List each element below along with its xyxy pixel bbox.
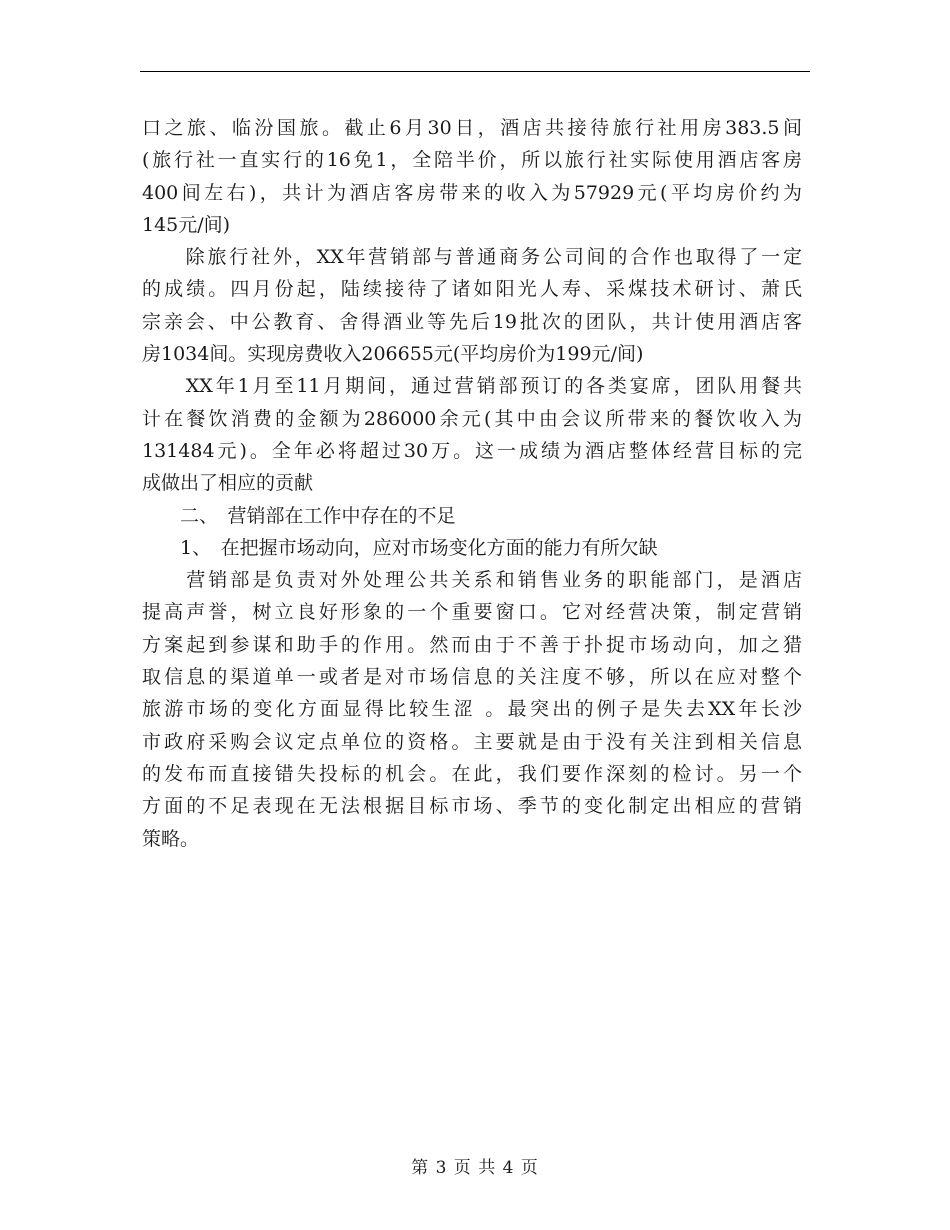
text-line: 二、 营销部在工作中存在的不足	[142, 504, 456, 527]
text-line: 的发布而直接错失投标的机会。在此，我们要作深刻的检讨。另一个	[142, 762, 802, 785]
page-number: 第 3 页 共 4 页	[411, 1158, 539, 1178]
text-line: XX年1月至11月期间，通过营销部预订的各类宴席，团队用餐共	[142, 375, 802, 398]
text-line: 1、 在把握市场动向，应对市场变化方面的能力有所欠缺	[142, 536, 658, 559]
text-line: 方面的不足表现在无法根据目标市场、季节的变化制定出相应的营销	[142, 795, 802, 818]
text-line: 营销部是负责对外处理公共关系和销售业务的职能部门，是酒店	[142, 569, 802, 592]
text-line: 旅游市场的变化方面显得比较生涩 。最突出的例子是失去XX年长沙	[142, 698, 802, 721]
text-line: 145元/间)	[142, 213, 231, 236]
text-line: 房1034间。实现房费收入206655元(平均房价为199元/间)	[142, 343, 644, 366]
subsection-heading	[142, 532, 802, 564]
text-line: 提高声誉，树立良好形象的一个重要窗口。它对经营决策，制定营销	[142, 601, 802, 624]
text-line: 宗亲会、中公教育、舍得酒业等先后19批次的团队，共计使用酒店客	[142, 310, 802, 333]
paragraph	[142, 370, 802, 499]
header-rule	[140, 71, 810, 72]
text-line: 市政府采购会议定点单位的资格。主要就是由于没有关注到相关信息	[142, 730, 802, 753]
text-line: 策略。	[142, 827, 200, 850]
text-line: (旅行社一直实行的16免1，全陪半价，所以旅行社实际使用酒店客房	[142, 149, 802, 172]
text-line: 400间左右)，共计为酒店客房带来的收入为57929元(平均房价约为	[142, 181, 802, 204]
section-heading	[142, 500, 802, 532]
text-line: 除旅行社外，XX年营销部与普通商务公司间的合作也取得了一定	[142, 246, 802, 269]
text-line: 成做出了相应的贡献	[142, 472, 314, 495]
text-line: 的成绩。四月份起，陆续接待了诸如阳光人寿、采煤技术研讨、萧氏	[142, 278, 802, 301]
text-line: 口之旅、临汾国旅。截止6月30日，酒店共接待旅行社用房383.5间	[142, 117, 802, 139]
text-line: 131484元)。全年必将超过30万。这一成绩为酒店整体经营目标的完	[142, 439, 802, 462]
text-line: 取信息的渠道单一或者是对市场信息的关注度不够，所以在应对整个	[142, 666, 802, 689]
paragraph	[142, 241, 802, 370]
text-line: 方案起到参谋和助手的作用。然而由于不善于扑捉市场动向，加之猎	[142, 633, 802, 656]
document-body	[142, 112, 802, 855]
text-line: 计在餐饮消费的金额为286000余元(其中由会议所带来的餐饮收入为	[142, 407, 802, 430]
paragraph	[142, 112, 802, 241]
paragraph	[142, 564, 802, 855]
